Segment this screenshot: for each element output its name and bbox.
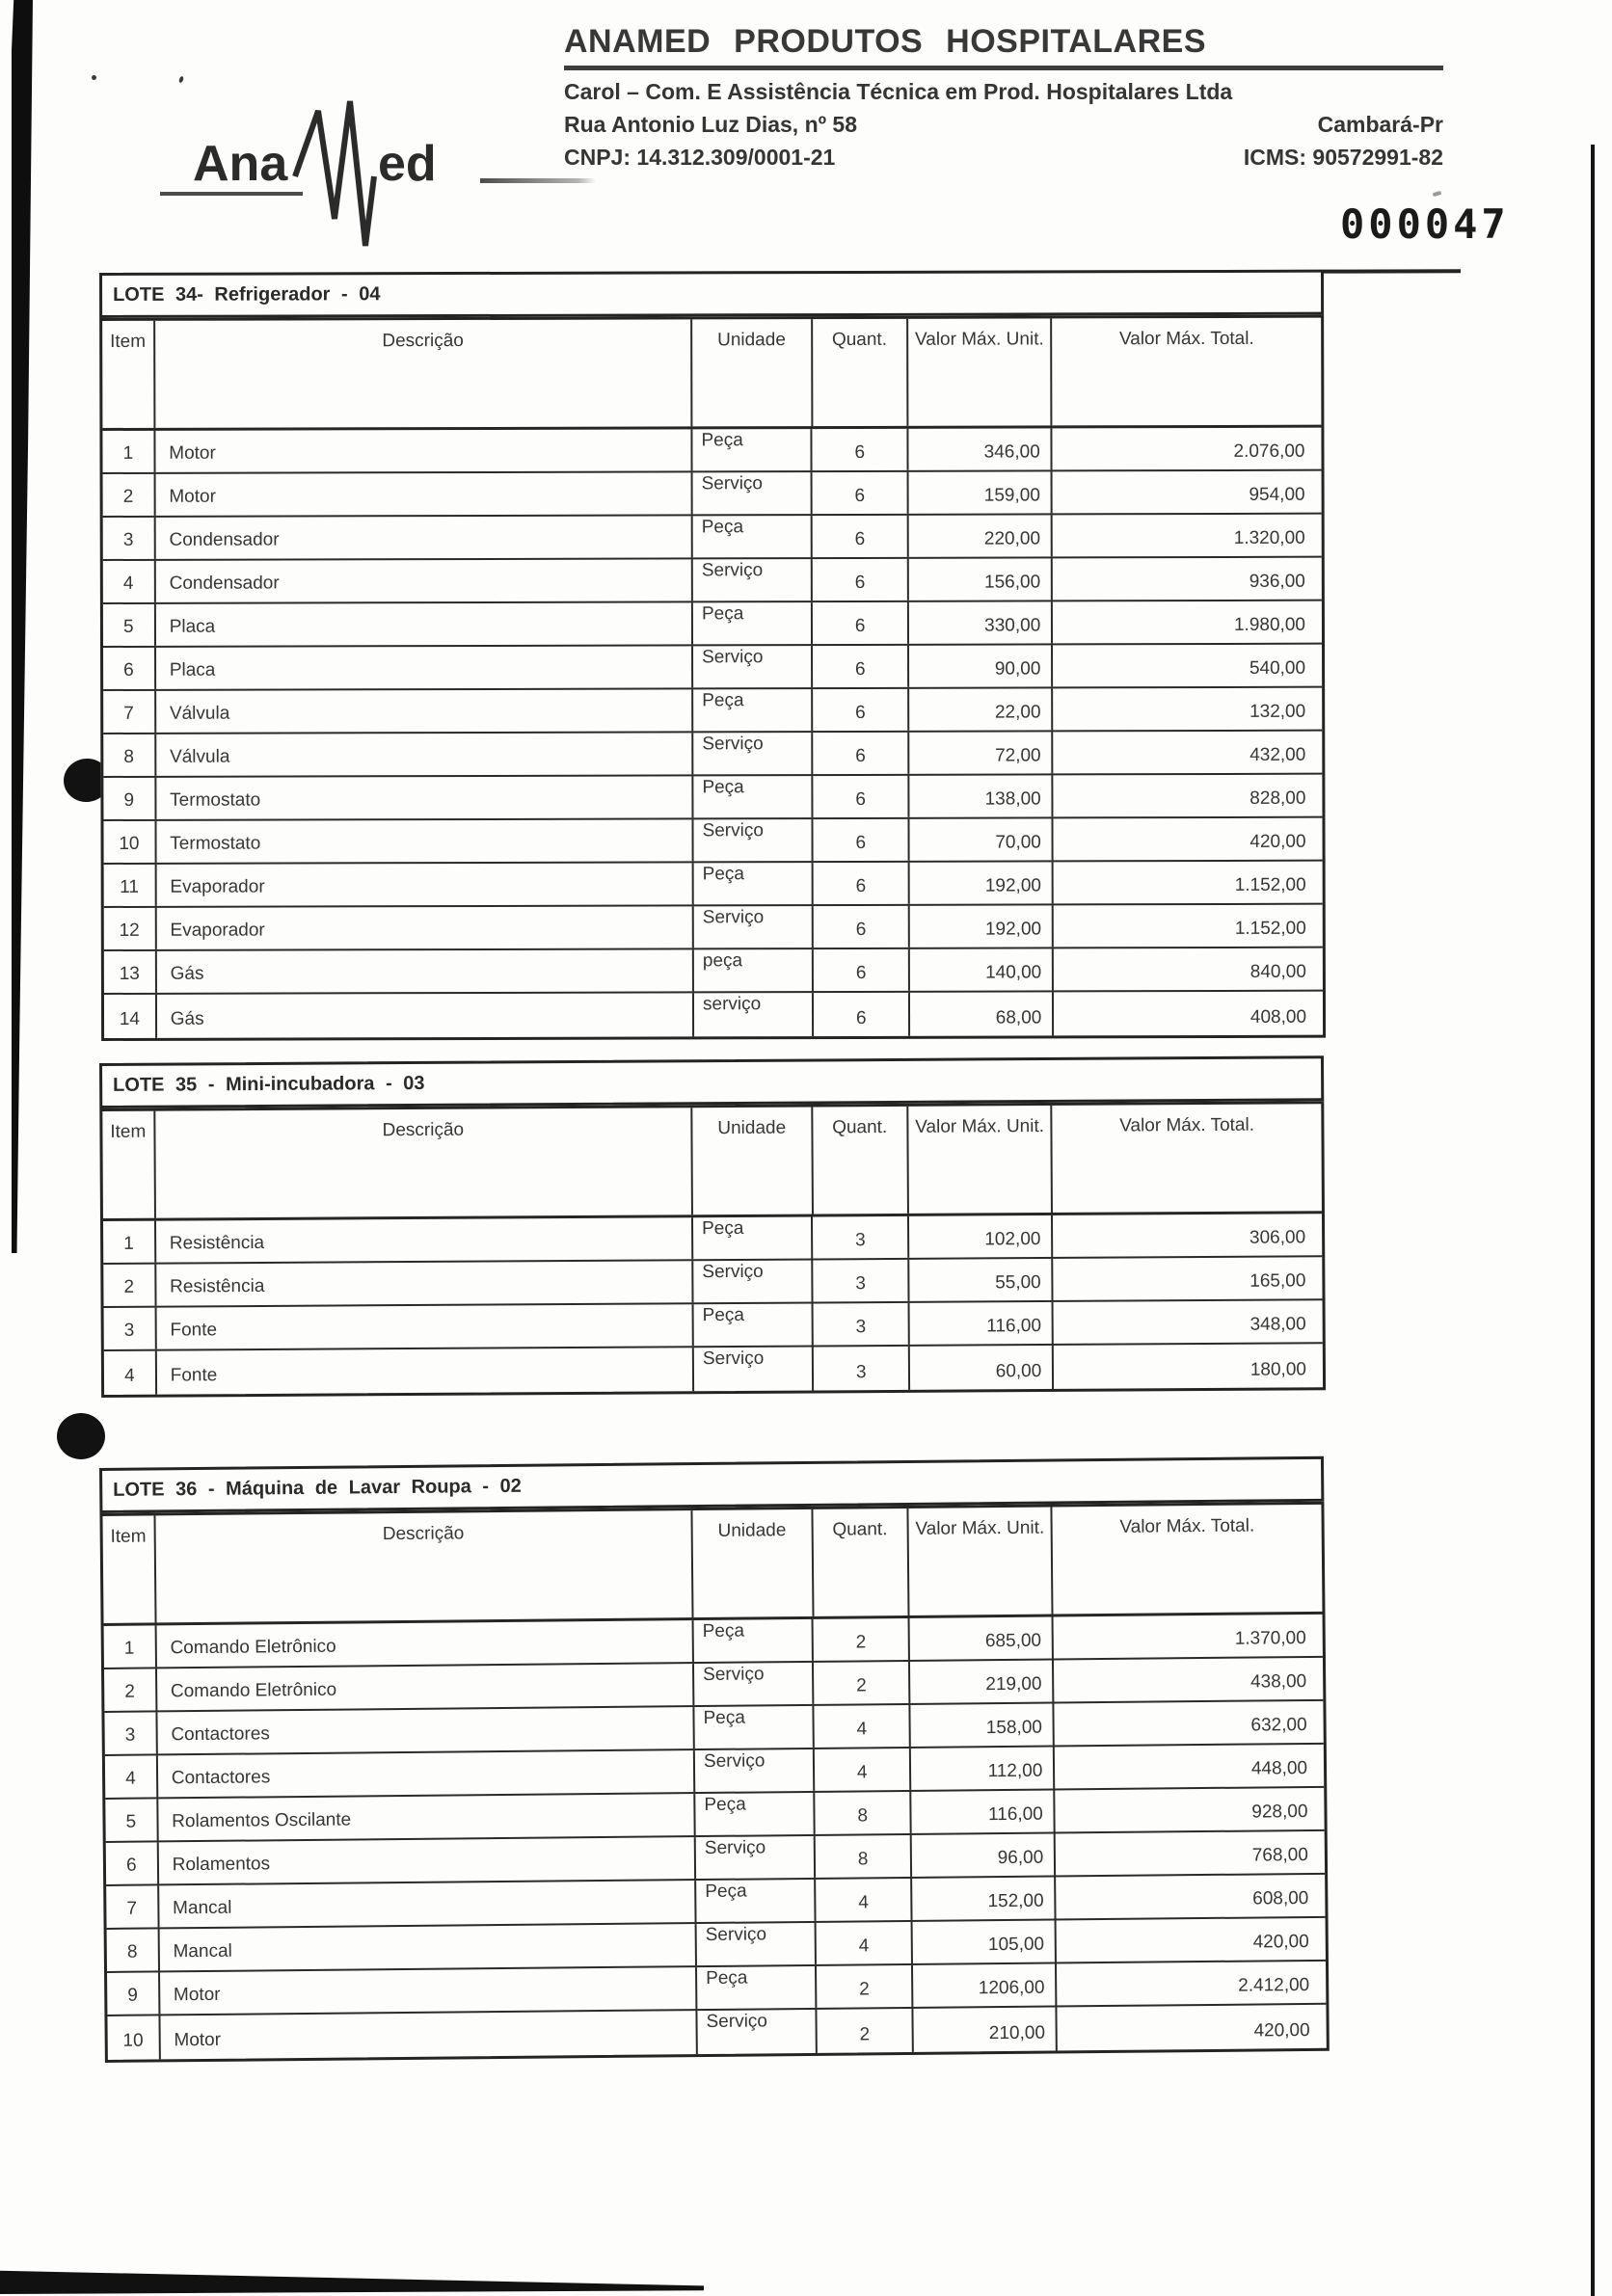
cell-quant: 3 — [814, 1260, 910, 1302]
cell-quant: 6 — [814, 949, 910, 991]
cell-valor-max-unit: 140,00 — [910, 948, 1054, 990]
cell-valor-max-total: 420,00 — [1249, 831, 1306, 852]
column-header-cell-unidade: Unidade — [693, 1509, 814, 1617]
company-header — [564, 23, 1443, 171]
cell-quant: 6 — [813, 559, 909, 601]
cell-quant: 3 — [814, 1347, 910, 1391]
table-header-row — [102, 1104, 1322, 1221]
cell-item: 8 — [103, 734, 156, 776]
table-row — [103, 1214, 1322, 1265]
logo-text-left: Ana — [193, 136, 288, 192]
cell-unidade: Peça — [696, 1880, 817, 1922]
cell-item: 6 — [103, 648, 156, 689]
table-row — [103, 732, 1322, 778]
table-row — [103, 601, 1322, 648]
cell-quant: 2 — [814, 1618, 910, 1661]
logo-text-right: ed — [378, 136, 437, 192]
hole-punch-bottom — [57, 1413, 105, 1459]
cell-quant: 6 — [813, 472, 909, 514]
cell-quant: 2 — [814, 1662, 910, 1704]
cell-valor-max-total: 1.320,00 — [1233, 527, 1305, 548]
cell-descricao: Rolamentos Oscilante — [158, 1794, 696, 1840]
cell-valor-max-total: 2.076,00 — [1233, 441, 1305, 462]
cell-quant: 6 — [813, 646, 909, 687]
cell-item: 7 — [103, 691, 156, 733]
cell-item: 2 — [104, 1669, 157, 1711]
column-header-cell-valor-max-unit: Valor Máx. Unit. — [908, 1508, 1053, 1615]
cell-item: 9 — [107, 1972, 160, 2015]
cell-descricao: Motor — [160, 1967, 698, 2014]
table-row — [104, 862, 1323, 908]
cell-valor-max-unit: 116,00 — [910, 1302, 1055, 1345]
cell-descricao: Termostato — [156, 776, 693, 818]
scan-speck — [92, 75, 96, 80]
cell-valor-max-unit: 102,00 — [909, 1215, 1054, 1258]
cell-valor-max-unit: 138,00 — [909, 775, 1053, 816]
cell-quant: 8 — [816, 1835, 912, 1878]
cell-unidade: Serviço — [696, 1836, 817, 1879]
cell-item: 4 — [105, 1755, 158, 1798]
cell-item: 1 — [102, 431, 155, 472]
table-row — [104, 905, 1323, 951]
cell-item: 5 — [105, 1799, 158, 1841]
table-row — [103, 471, 1322, 518]
cell-quant: 6 — [814, 906, 910, 948]
cell-unidade: Serviço — [694, 819, 815, 861]
cell-unidade: Serviço — [694, 1347, 815, 1391]
cell-unidade: Peça — [694, 1619, 815, 1662]
cell-item: 3 — [104, 1308, 157, 1349]
cell-descricao: Comando Eletrônico — [157, 1664, 695, 1710]
scan-edge-left — [12, 0, 33, 1253]
cell-valor-max-total: 2.412,00 — [1238, 1974, 1310, 1996]
cell-valor-max-unit: 55,00 — [909, 1259, 1054, 1301]
cell-item: 3 — [103, 518, 156, 559]
cell-valor-max-total: 1.152,00 — [1234, 918, 1306, 939]
table-row — [103, 558, 1322, 604]
table-row — [103, 688, 1322, 734]
lot-title: LOTE 34- Refrigerador - 04 — [99, 270, 1324, 318]
cell-unidade: Peça — [697, 1966, 818, 2009]
cell-descricao: Válvula — [156, 689, 693, 732]
cell-unidade: Peça — [694, 1303, 815, 1346]
column-header-cell-item: Item — [102, 1515, 156, 1623]
table-header-row — [102, 1505, 1322, 1626]
cell-valor-max-unit: 22,00 — [909, 688, 1053, 730]
cell-valor-max-unit: 105,00 — [913, 1920, 1058, 1962]
lot-grid — [99, 1502, 1329, 2063]
cell-valor-max-total: 768,00 — [1251, 1844, 1308, 1866]
cell-unidade: Peça — [695, 1793, 816, 1835]
cell-item: 8 — [107, 1929, 160, 1971]
column-header-cell-valor-max-unit: Valor Máx. Unit. — [908, 318, 1053, 425]
cell-item: 14 — [104, 995, 157, 1038]
cell-item: 7 — [106, 1885, 159, 1928]
cell-descricao: Fonte — [157, 1348, 695, 1394]
cell-valor-max-total: 1.370,00 — [1234, 1627, 1306, 1649]
cell-valor-max-total: 306,00 — [1249, 1227, 1306, 1248]
cell-valor-max-total: 840,00 — [1249, 961, 1306, 982]
logo-underline — [160, 192, 303, 196]
cell-valor-max-unit: 330,00 — [909, 601, 1053, 643]
cell-item: 1 — [104, 1625, 157, 1668]
cell-quant: 3 — [813, 1216, 909, 1259]
company-cnpj: CNPJ: 14.312.309/0001-21 — [564, 145, 836, 170]
cell-descricao: Motor — [155, 472, 692, 515]
table-row — [104, 992, 1323, 1038]
cell-valor-max-total: 408,00 — [1249, 1006, 1307, 1028]
cell-unidade: Peça — [693, 689, 814, 731]
cell-valor-max-total: 448,00 — [1250, 1757, 1308, 1779]
cell-valor-max-total: 348,00 — [1249, 1314, 1306, 1335]
cell-descricao: Rolamentos — [158, 1837, 696, 1883]
lot-table — [99, 270, 1326, 1041]
cell-item: 9 — [103, 778, 156, 819]
cell-quant: 8 — [816, 1792, 912, 1834]
cell-valor-max-total: 928,00 — [1251, 1801, 1308, 1823]
cell-descricao: Válvula — [156, 733, 693, 775]
cell-quant: 6 — [814, 819, 910, 861]
column-header-cell-item: Item — [102, 321, 155, 428]
logo-strike-line — [480, 178, 596, 183]
cell-descricao: Contactores — [158, 1750, 696, 1797]
cell-item: 10 — [107, 2016, 160, 2060]
company-title: ANAMED PRODUTOS HOSPITALARES — [564, 23, 1443, 70]
cell-valor-max-total: 540,00 — [1249, 657, 1306, 679]
cell-quant: 6 — [814, 776, 910, 817]
column-header-cell-descricao: Descrição — [155, 1108, 693, 1217]
cell-item: 13 — [104, 951, 157, 993]
cell-descricao: Motor — [160, 2011, 698, 2059]
cell-valor-max-unit: 158,00 — [910, 1704, 1055, 1747]
cell-unidade: Peça — [694, 1706, 815, 1749]
cell-unidade: Peça — [693, 1216, 814, 1259]
table-row — [103, 775, 1322, 821]
cell-quant: 6 — [813, 516, 909, 557]
cell-unidade: peça — [694, 949, 815, 991]
scan-line-artifact — [1324, 269, 1461, 273]
cell-valor-max-unit: 60,00 — [910, 1346, 1055, 1390]
lot-grid — [99, 1101, 1326, 1398]
cell-valor-max-unit: 152,00 — [912, 1877, 1057, 1919]
cell-descricao: Evaporador — [156, 906, 693, 948]
lot-table — [99, 1456, 1330, 2063]
column-header-cell-quant: Quant. — [813, 319, 909, 426]
cell-descricao: Mancal — [159, 1924, 697, 1970]
cell-valor-max-total: 954,00 — [1249, 484, 1305, 505]
cell-item: 10 — [103, 821, 156, 863]
column-header-cell-valor-max-total: Valor Máx. Total. — [1118, 328, 1254, 350]
cell-valor-max-unit: 685,00 — [910, 1617, 1055, 1660]
table-row — [103, 645, 1322, 691]
cell-valor-max-total: 180,00 — [1249, 1359, 1307, 1380]
cell-valor-max-unit: 116,00 — [911, 1790, 1056, 1832]
cell-descricao: Condensador — [156, 559, 693, 601]
cell-quant: 6 — [814, 733, 910, 774]
cell-unidade: Peça — [694, 863, 815, 904]
scan-edge-bottom — [0, 2268, 704, 2294]
cell-valor-max-unit: 346,00 — [908, 428, 1052, 469]
cell-unidade: Peça — [692, 429, 813, 470]
cell-quant: 4 — [817, 1922, 913, 1964]
column-header-cell-unidade: Unidade — [692, 1107, 813, 1215]
cell-valor-max-unit: 90,00 — [909, 645, 1053, 686]
cell-unidade: Serviço — [693, 646, 814, 687]
cell-descricao: Evaporador — [156, 863, 693, 905]
table-header-row — [102, 318, 1321, 431]
cell-valor-max-unit: 159,00 — [909, 471, 1053, 513]
page-number-stamp: 000047 — [1340, 200, 1510, 248]
cell-quant: 2 — [818, 2009, 914, 2053]
cell-valor-max-total: 1.152,00 — [1234, 874, 1306, 895]
company-icms: ICMS: 90572991-82 — [1243, 145, 1443, 170]
cell-descricao: Fonte — [156, 1304, 694, 1348]
cell-valor-max-unit: 112,00 — [911, 1747, 1056, 1789]
lot-title: LOTE 36 - Máquina de Lavar Roupa - 02 — [99, 1456, 1324, 1513]
column-header-cell-valor-max-total: Valor Máx. Total. — [1119, 1515, 1255, 1537]
table-row — [103, 818, 1322, 865]
scan-speck — [178, 76, 184, 84]
cell-valor-max-unit: 96,00 — [912, 1833, 1057, 1876]
cell-unidade: Serviço — [695, 1749, 816, 1792]
cell-quant: 4 — [815, 1749, 911, 1791]
cell-descricao: Motor — [155, 429, 692, 471]
cell-descricao: Placa — [156, 646, 693, 688]
column-header-cell-descricao: Descrição — [155, 319, 693, 427]
table-row — [102, 428, 1321, 474]
company-subtitle: Carol – Com. E Assistência Técnica em Prod. Hospitalares Ltda — [564, 79, 1233, 104]
table-row — [104, 1344, 1323, 1395]
cell-valor-max-unit: 192,00 — [910, 862, 1054, 903]
cell-quant: 2 — [817, 1965, 913, 2008]
cell-descricao: Termostato — [156, 819, 693, 862]
cell-item: 4 — [103, 561, 156, 602]
cell-descricao: Comando Eletrônico — [156, 1620, 694, 1667]
cell-unidade: Serviço — [694, 906, 815, 948]
column-header-cell-valor-max-unit: Valor Máx. Unit. — [908, 1106, 1053, 1214]
table-row — [103, 1257, 1322, 1308]
cell-item: 4 — [104, 1351, 157, 1395]
cell-valor-max-total: 1.980,00 — [1233, 614, 1305, 635]
cell-descricao: Placa — [156, 602, 693, 645]
cell-valor-max-total: 132,00 — [1249, 701, 1306, 722]
lot-grid — [99, 315, 1326, 1041]
cell-item: 1 — [103, 1221, 156, 1263]
cell-quant: 6 — [814, 993, 910, 1036]
cell-unidade: Peça — [693, 776, 814, 817]
column-header-cell-unidade: Unidade — [692, 319, 813, 426]
table-row — [104, 1300, 1323, 1351]
cell-valor-max-unit: 68,00 — [910, 992, 1054, 1035]
ecg-waveform-icon — [289, 92, 386, 251]
cell-unidade: Serviço — [693, 559, 814, 601]
cell-valor-max-total: 438,00 — [1249, 1670, 1307, 1693]
cell-valor-max-unit: 219,00 — [910, 1661, 1055, 1703]
cell-unidade: Peça — [693, 602, 814, 644]
cell-unidade: serviço — [694, 993, 815, 1036]
company-city: Cambará-Pr — [1317, 112, 1443, 137]
cell-valor-max-unit: 220,00 — [909, 515, 1053, 556]
cell-quant: 6 — [814, 863, 910, 904]
cell-valor-max-total: 632,00 — [1250, 1714, 1307, 1736]
column-header-cell-descricao: Descrição — [155, 1510, 693, 1622]
cell-valor-max-total: 828,00 — [1249, 788, 1306, 809]
cell-unidade: Serviço — [693, 1260, 814, 1302]
cell-descricao: Gás — [157, 993, 694, 1037]
cell-descricao: Contactores — [157, 1707, 695, 1753]
cell-item: 5 — [103, 604, 156, 646]
column-header-cell-item: Item — [102, 1111, 155, 1218]
cell-descricao: Resistência — [156, 1261, 694, 1305]
cell-unidade: Serviço — [697, 2010, 818, 2054]
cell-quant: 3 — [814, 1303, 910, 1346]
column-header-cell-valor-max-total: Valor Máx. Total. — [1119, 1114, 1255, 1136]
cell-valor-max-unit: 72,00 — [909, 732, 1053, 773]
column-header-cell-quant: Quant. — [813, 1107, 909, 1215]
cell-item: 2 — [103, 1265, 156, 1306]
column-header-cell-quant: Quant. — [813, 1508, 910, 1616]
cell-valor-max-total: 420,00 — [1253, 2019, 1310, 2042]
cell-valor-max-unit: 1206,00 — [913, 1963, 1058, 2006]
lot-title: LOTE 35 - Mini-incubadora - 03 — [99, 1055, 1324, 1108]
cell-descricao: Gás — [157, 949, 694, 992]
cell-quant: 6 — [813, 602, 909, 644]
cell-valor-max-total: 608,00 — [1252, 1887, 1309, 1909]
cell-valor-max-total: 420,00 — [1252, 1931, 1309, 1953]
cell-item: 12 — [104, 908, 157, 949]
cell-valor-max-unit: 210,00 — [913, 2007, 1058, 2051]
cell-descricao: Resistência — [156, 1217, 694, 1262]
cell-valor-max-unit: 156,00 — [909, 558, 1053, 600]
scan-speck — [1433, 191, 1442, 197]
table-row — [103, 515, 1322, 561]
cell-valor-max-total: 432,00 — [1249, 744, 1306, 765]
cell-unidade: Serviço — [697, 1923, 818, 1965]
cell-quant: 6 — [813, 429, 909, 470]
cell-item: 6 — [106, 1842, 159, 1884]
cell-item: 3 — [104, 1712, 157, 1754]
cell-unidade: Serviço — [693, 733, 814, 774]
lot-table — [99, 1055, 1326, 1398]
cell-quant: 6 — [814, 689, 910, 731]
cell-valor-max-total: 165,00 — [1249, 1270, 1306, 1292]
scan-edge-right — [1591, 145, 1595, 2296]
company-address: Rua Antonio Luz Dias, nº 58 — [564, 112, 858, 137]
cell-unidade: Serviço — [693, 472, 814, 514]
cell-descricao: Mancal — [159, 1881, 697, 1927]
cell-quant: 4 — [815, 1705, 911, 1748]
table-row — [104, 948, 1323, 995]
cell-unidade: Peça — [693, 516, 814, 557]
cell-valor-max-unit: 192,00 — [910, 905, 1054, 947]
cell-valor-max-unit: 70,00 — [909, 818, 1053, 860]
cell-descricao: Condensador — [155, 516, 692, 558]
cell-item: 11 — [104, 865, 157, 906]
cell-item: 2 — [103, 474, 156, 516]
cell-valor-max-total: 936,00 — [1249, 571, 1305, 592]
cell-quant: 4 — [817, 1879, 913, 1921]
cell-unidade: Serviço — [694, 1663, 815, 1705]
